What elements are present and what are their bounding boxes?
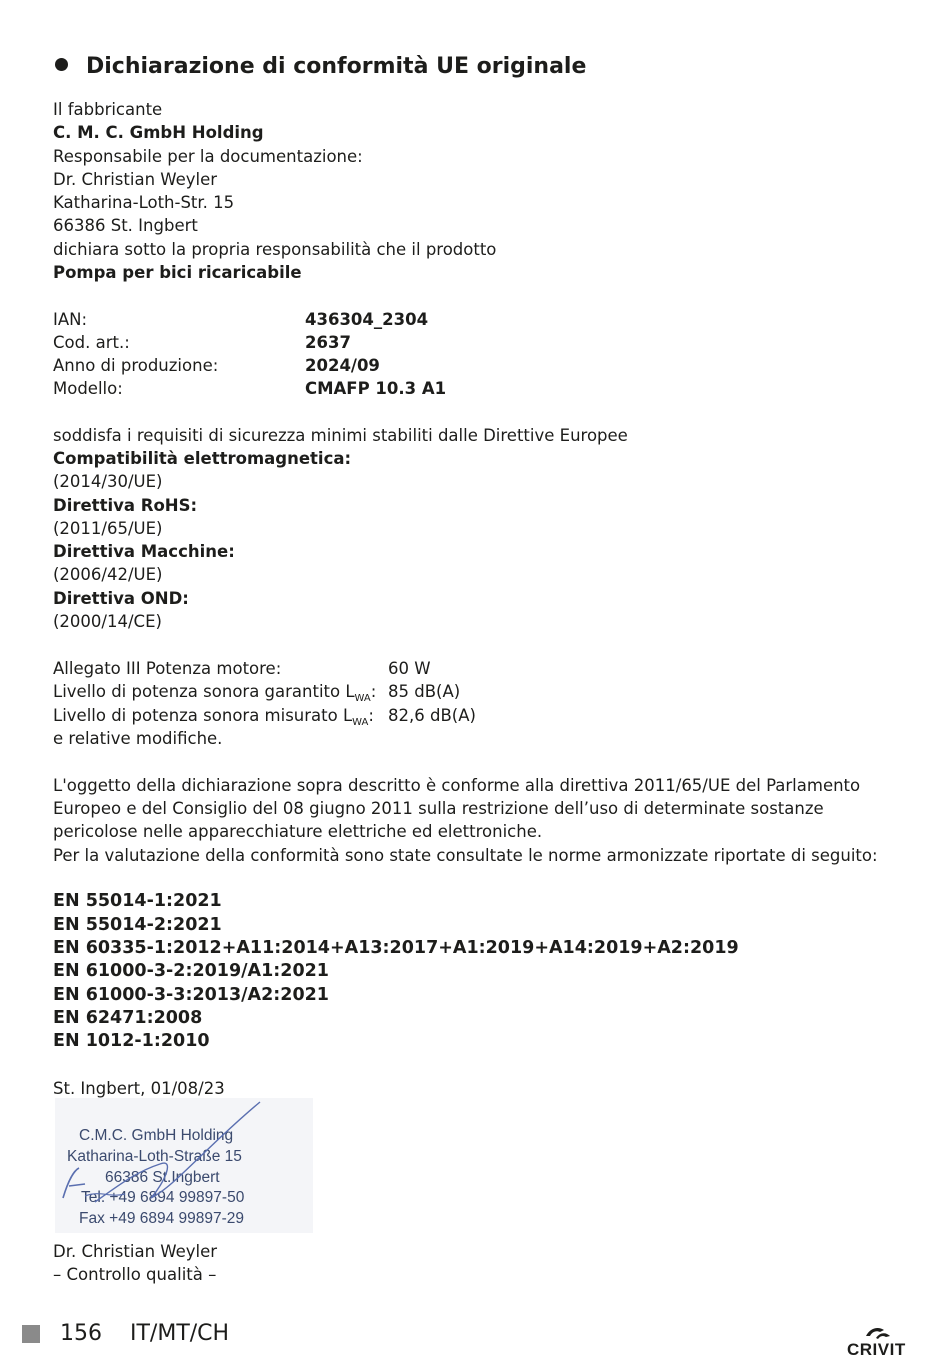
production-year-value: 2024/09 [305, 356, 380, 375]
standard-item: EN 61000-3-2:2019/A1:2021 [53, 961, 329, 981]
brand-name: CRIVIT [847, 1340, 906, 1359]
directive-name: Direttiva RoHS: [53, 496, 198, 515]
stamp-line: Katharina-Loth-Straße 15 [67, 1148, 242, 1165]
standard-item: EN 62471:2008 [53, 1008, 203, 1028]
product-name: Pompa per bici ricaricabile [53, 263, 302, 282]
language-code: IT/MT/CH [130, 1321, 230, 1346]
model-value: CMAFP 10.3 A1 [305, 379, 447, 398]
stamp-line: C.M.C. GmbH Holding [79, 1127, 234, 1144]
article-code-label: Cod. art.: [53, 333, 130, 352]
doc-responsible-label: Responsabile per la documentazione: [53, 147, 363, 166]
directive-name: Direttiva Macchine: [53, 542, 235, 561]
page-title [55, 50, 586, 84]
place-date: St. Ingbert, 01/08/23 [53, 1079, 225, 1098]
manufacturer-label: Il fabbricante [53, 100, 163, 119]
conformity-paragraph-line: L'oggetto della dichiarazione sopra descritto è conforme alla direttiva 2011/65/UE del Parlamento [53, 776, 861, 795]
standard-item: EN 1012-1:2010 [53, 1031, 210, 1051]
guaranteed-sound-label: Livello di potenza sonora garantito $L_{WA}$: [53, 682, 377, 704]
motor-power-label: Allegato III Potenza motore: [53, 659, 282, 678]
ian-value: 436304_2304 [305, 310, 429, 329]
conformity-paragraph-line: Per la valutazione della conformità sono state consultate le norme armonizzate riportate di seguito: [53, 846, 878, 865]
directive-name: Compatibilità elettromagnetica: [53, 449, 352, 468]
stamp-line: 66386 St.Ingbert [105, 1169, 220, 1186]
model-label: Modello: [53, 379, 123, 398]
manufacturer-name: C. M. C. GmbH Holding [53, 123, 264, 142]
company-stamp [55, 1098, 313, 1233]
responsible-name: Dr. Christian Weyler [53, 170, 218, 189]
standard-item: EN 60335-1:2012+A11:2014+A13:2017+A1:2019+A14:2019+A2:2019 [53, 938, 739, 958]
motor-power-value: 60 W [388, 659, 431, 678]
page-title-text: Dichiarazione di conformità UE originale [86, 54, 587, 79]
signatory-role: – Controllo qualità – [53, 1265, 217, 1284]
signatory-name: Dr. Christian Weyler [53, 1242, 218, 1261]
conformity-paragraph-line: Europeo e del Consiglio del 08 giugno 2011 sulla restrizione dell’uso di determinate sostanze [53, 799, 824, 818]
requirements-intro: soddisfa i requisiti di sicurezza minimi stabiliti dalle Direttive Europee [53, 426, 628, 445]
measured-sound-value: 82,6 dB(A) [388, 706, 476, 725]
directive-code: (2006/42/UE) [53, 565, 163, 584]
article-code-value: 2637 [305, 333, 351, 352]
ian-label: IAN: [53, 310, 88, 329]
measured-sound-label: Livello di potenza sonora misurato $L_{WA}$: [53, 706, 374, 728]
guaranteed-sound-value: 85 dB(A) [388, 682, 461, 701]
directive-name: Direttiva OND: [53, 589, 189, 608]
directive-code: (2014/30/UE) [53, 472, 163, 491]
directive-code: (2000/14/CE) [53, 612, 162, 631]
directive-code: (2011/65/UE) [53, 519, 163, 538]
street-address: Katharina-Loth-Str. 15 [53, 193, 235, 212]
signature-icon [55, 1098, 313, 1233]
bullet-icon [55, 58, 68, 71]
conformity-paragraph-line: pericolose nelle apparecchiature elettriche ed elettroniche. [53, 822, 543, 841]
annex-tail: e relative modifiche. [53, 729, 223, 748]
declaration-statement: dichiara sotto la propria responsabilità che il prodotto [53, 240, 497, 259]
stamp-line: Tel. +49 6894 99897-50 [81, 1189, 245, 1206]
city-address: 66386 St. Ingbert [53, 216, 198, 235]
footer-square-icon [22, 1325, 40, 1343]
production-year-label: Anno di produzione: [53, 356, 219, 375]
standard-item: EN 61000-3-3:2013/A2:2021 [53, 985, 329, 1005]
standard-item: EN 55014-1:2021 [53, 891, 222, 911]
standard-item: EN 55014-2:2021 [53, 915, 222, 935]
stamp-line: Fax +49 6894 99897-29 [79, 1210, 245, 1227]
page-footer [60, 1318, 229, 1350]
page-number: 156 [60, 1321, 102, 1346]
